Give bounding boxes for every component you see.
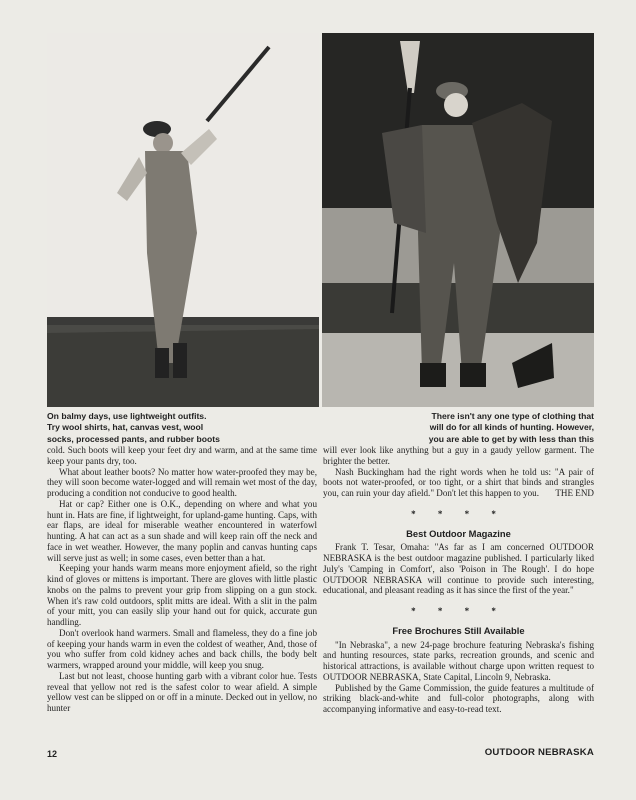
- paragraph: cold. Such boots will keep your feet dry and warm, and at the same time keep your pants dry, too.: [47, 445, 317, 466]
- paragraph: Published by the Game Commission, the guide features a multitude of striking black-and-white and full-color photographs, along with accompanying informative and easy-to-read text.: [323, 682, 594, 714]
- article-right-column: [323, 445, 594, 715]
- caption-right-line: you are able to get by with less than this: [428, 433, 594, 444]
- caption-left-line: Try wool shirts, hat, canvas vest, wool: [47, 422, 204, 433]
- the-end-marker: THE END: [555, 488, 594, 498]
- paragraph: Don't overlook hand warmers. Small and flameless, they do a fine job of keeping your hands warm in even the coldest of weather, And, those of you who suffer from cold kidney aches and back chills, the body belt warmers, wrapped around your middle, will keep you snug.: [47, 627, 317, 670]
- caption-left-line: socks, processed pants, and rubber boots: [47, 433, 220, 444]
- photo-hunter-aiming: [47, 33, 319, 407]
- paragraph: What about leather boots? No matter how water-proofed they may be, they will soon become water-logged and will remain wet most of the day, producing a condition not conducive to good health.: [47, 466, 317, 498]
- caption-right-line: There isn't any one type of clothing that: [431, 411, 594, 421]
- paragraph: "In Nebraska", a new 24-page brochure featuring Nebraska's fishing and hunting resources, state parks, recreation grounds, and scenic and historical attractions, is available without charge upon written request to OUTDOOR NEBRASKA, State Capital, Lincoln 9, Nebraska.: [323, 639, 594, 682]
- paragraph-text: Nash Buckingham had the right words when he told us: "A pair of boots not water-proofed, or too tight, or a shirt that binds and strangles you, can ruin your day afield." Don't let this happen to you.: [323, 466, 594, 498]
- paragraph: will ever look like anything but a guy in a gaudy yellow garment. The brighter the better.: [323, 445, 594, 466]
- photo-hunter-with-gear: [322, 33, 594, 407]
- section-divider: * * * *: [411, 508, 506, 519]
- caption-right: [324, 411, 594, 445]
- page-number: 12: [47, 749, 58, 759]
- paragraph: Hat or cap? Either one is O.K., depending on where and what you hunt in. Hats are fine, if lightweight, for upland-game hunting. Caps, with ear flaps, are ideal for miserable weather encountered in waterfowl hunting. A hat can act as a sun shade and will keep rain off the neck and face in wet weather. However, the many poplin and canvas hunting caps will serve just as well; in some cases, even better than a hat.: [47, 498, 317, 563]
- section-heading: Best Outdoor Magazine: [406, 527, 511, 539]
- magazine-name: OUTDOOR NEBRASKA: [484, 747, 594, 758]
- paragraph: Frank T. Tesar, Omaha: "As far as I am concerned OUTDOOR NEBRASKA is the best outdoor magazine published. I particularly liked July's 'Camping in Comfort', also 'Poison in The Rough'. I do hope OUTDOOR NEBRASKA will continue to provide such interesting, educational, and pleasant reading as it has since the first of the year.": [323, 542, 594, 596]
- article-left-column: [47, 445, 317, 714]
- paragraph: Keeping your hands warm means more enjoyment afield, so the right kind of gloves or mittens is important. There are gloves with little plastic knobs on the palms to prevent your grip from slipping on a gun stock. When it's raw cold outdoors, split mitts are ideal. With a slit in the palm of your mitt, you can easily slip your hand out for quick, accurate gun handling.: [47, 563, 317, 627]
- section-heading: Free Brochures Still Available: [392, 624, 525, 636]
- paragraph: [323, 467, 594, 499]
- paragraph: Last but not least, choose hunting garb with a vibrant color hue. Tests reveal that yellow not red is the safest color to wear afield. A simple yellow vest can be slipped on or off in a minute. Decked out in yellow, no hunter: [47, 670, 317, 713]
- caption-left-line: On balmy days, use lightweight outfits.: [47, 411, 207, 421]
- caption-right-line: will do for all kinds of hunting. However,: [429, 422, 594, 433]
- section-divider: * * * *: [411, 606, 506, 616]
- caption-left: [47, 411, 317, 445]
